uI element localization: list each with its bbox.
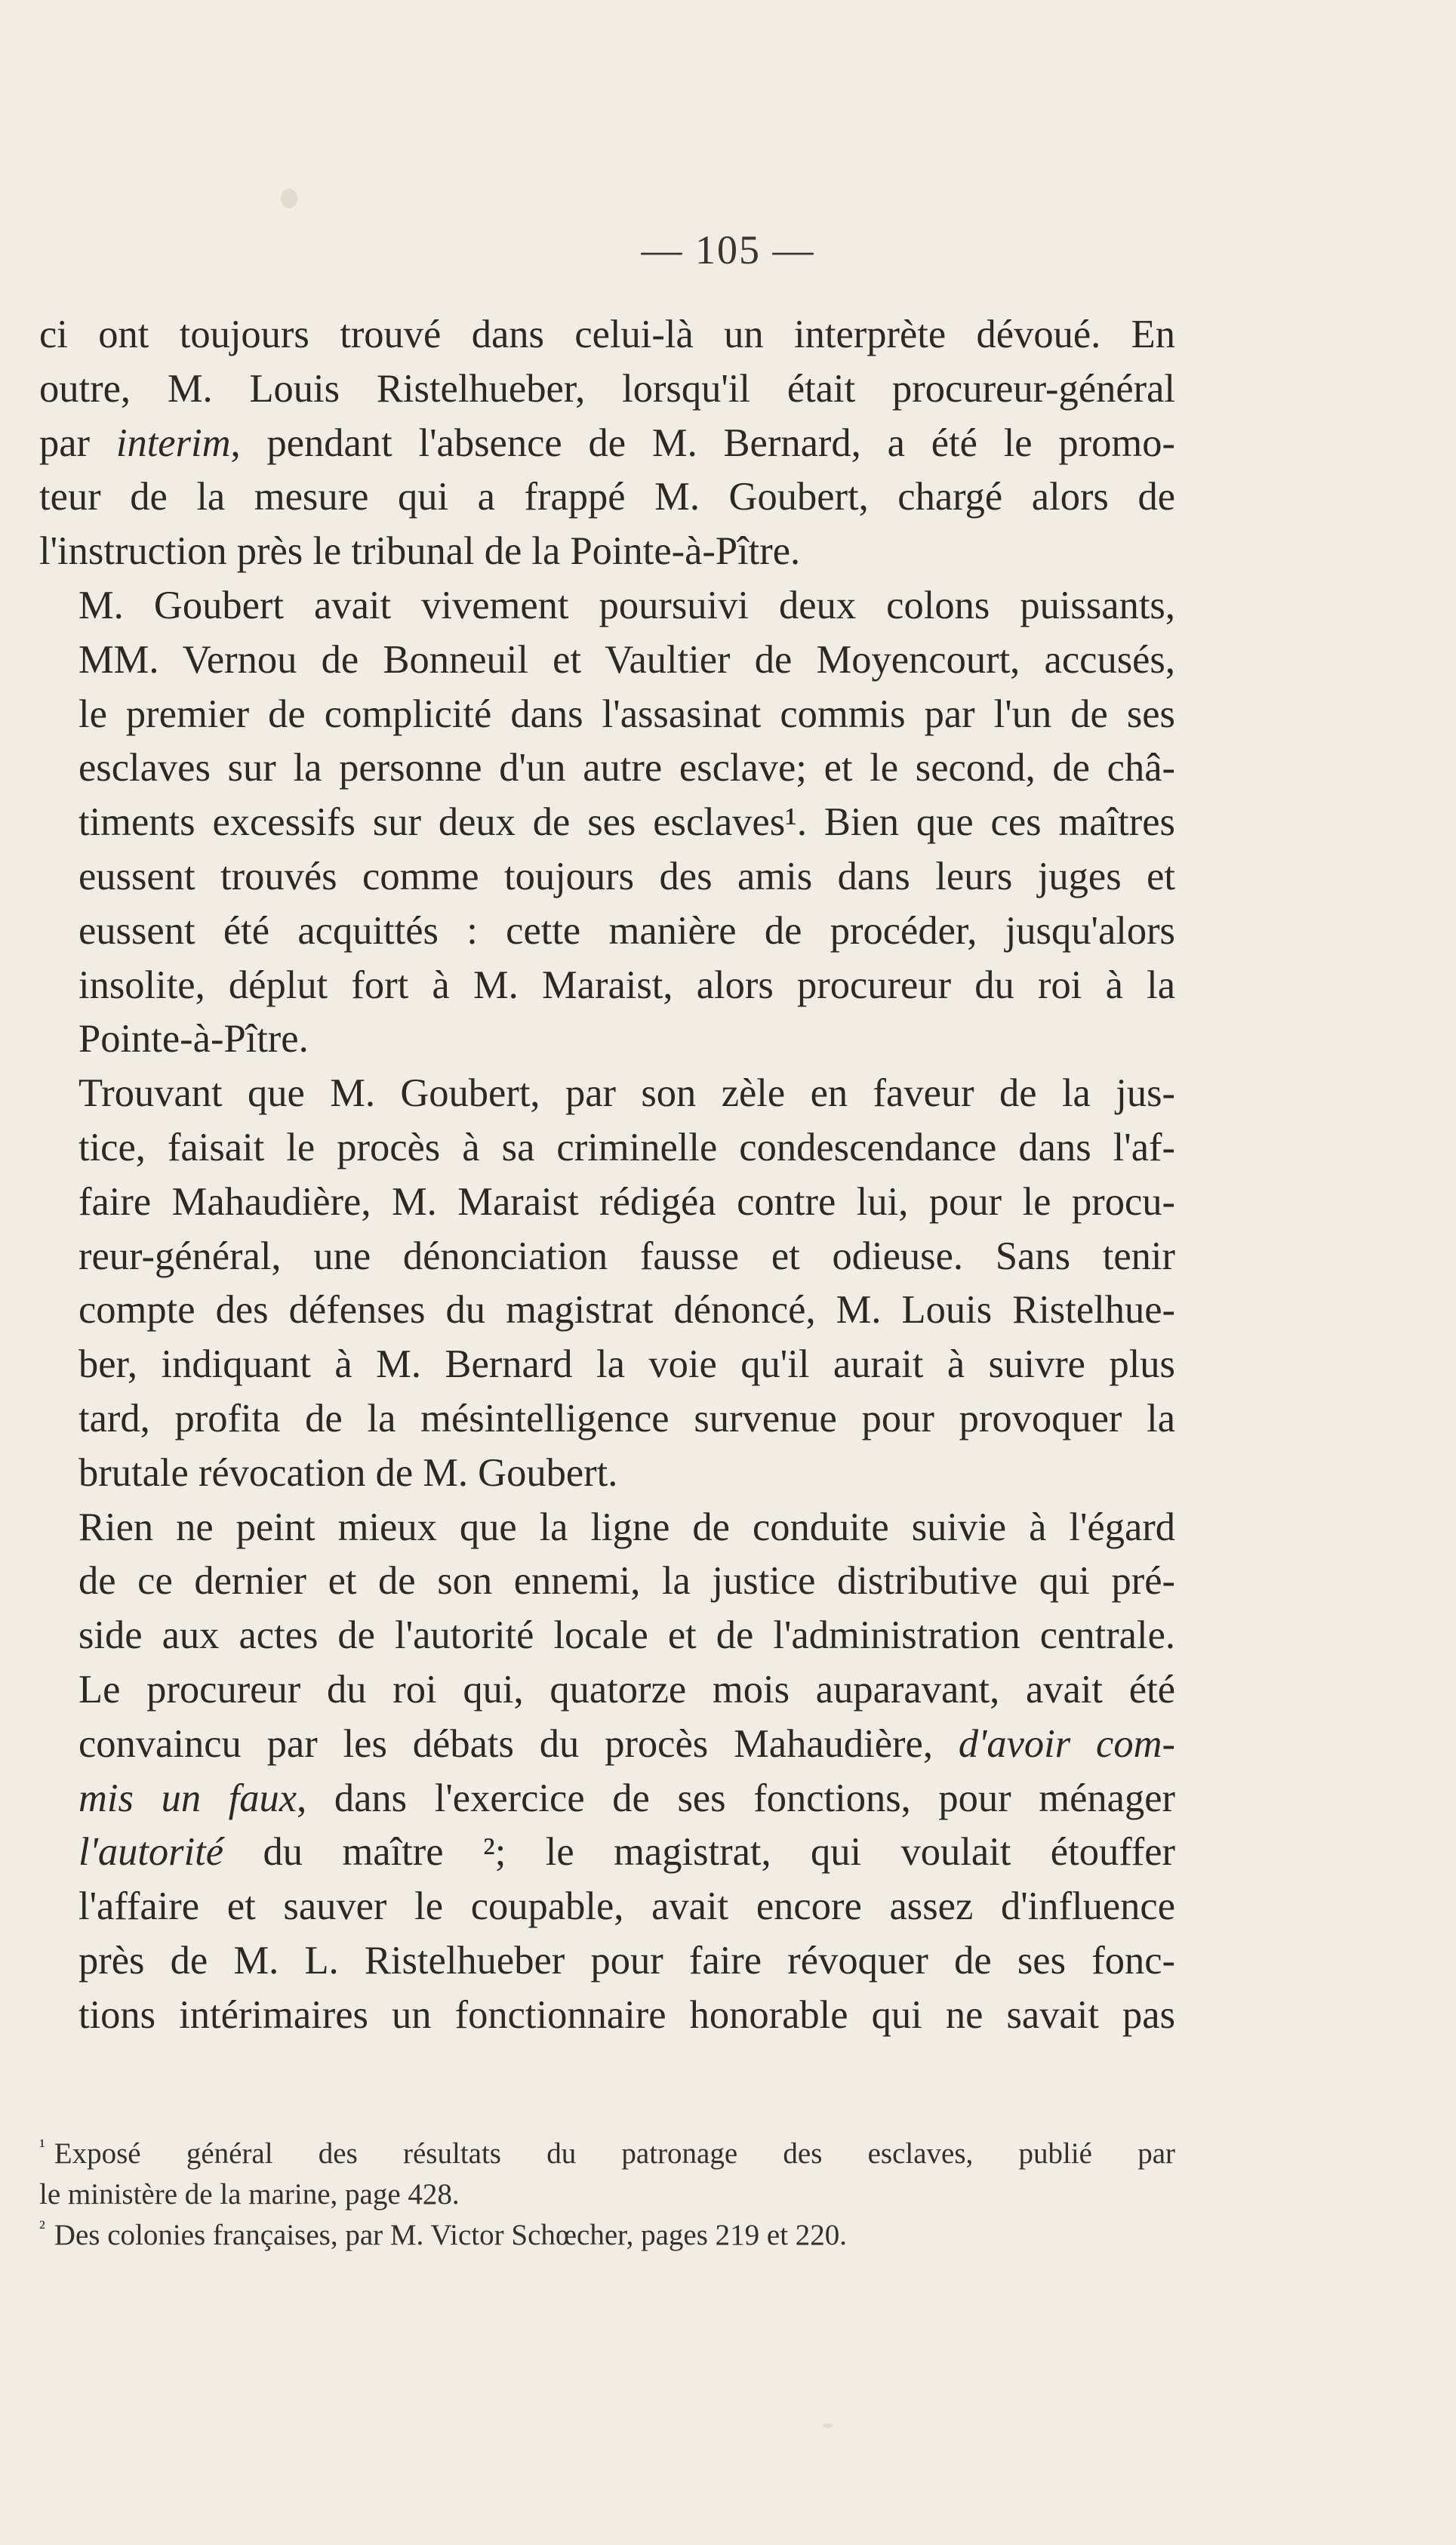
text-line: ci ont toujours trouvé dans celui-là un interprète dévoué. En [39, 313, 1175, 356]
text-line: près de M. L. Ristelhueber pour faire révoquer de ses fonc- [78, 1938, 1175, 1983]
text-line: compte des défenses du magistrat dénoncé, M. Louis Ristelhue- [78, 1288, 1175, 1333]
text-segment: par [39, 421, 116, 465]
text-segment: convaincu par les débats du procès Mahaudière, [78, 1721, 959, 1766]
text-line: l'instruction près le tribunal de la Pointe-à-Pître. [39, 529, 801, 574]
text-line: l'affaire et sauver le coupable, avait encore assez d'influence [78, 1884, 1175, 1929]
italic-text: interim [115, 421, 231, 465]
text-segment: timents excessifs sur deux de ses esclaves¹. Bien que ces maîtres [78, 800, 1175, 845]
text-segment: , dans l'exercice de ses fonctions, pour ménager [297, 1776, 1176, 1820]
text-line: ber, indiquant à M. Bernard la voie qu'il aurait à suivre plus [78, 1342, 1175, 1387]
text-line: MM. Vernou de Bonneuil et Vaultier de Moyencourt, accusés, [78, 637, 1175, 682]
text-line: reur-général, une dénonciation fausse et odieuse. Sans tenir [78, 1234, 1175, 1278]
text-line: tard, profita de la mésintelligence survenue pour provoquer la [78, 1396, 1175, 1440]
paper-speck [281, 189, 297, 208]
paragraph [39, 308, 1175, 579]
text-line: le premier de complicité dans l'assasinat commis par l'un de ses [78, 692, 1175, 736]
text-segment: , pendant l'absence de M. Bernard, a été le promo- [230, 421, 1175, 465]
text-line: M. Goubert avait vivement poursuivi deux colons puissants, [78, 583, 1175, 627]
text-line [39, 1772, 1175, 1826]
text-line [39, 796, 1175, 850]
text-line: tions intérimaires un fonctionnaire honorable qui ne savait pas [78, 1992, 1175, 2037]
text-line: faire Mahaudière, M. Maraist rédigéa contre lui, pour le procu- [78, 1179, 1175, 1224]
footnotes [39, 2134, 1175, 2256]
text-line: tice, faisait le procès à sa criminelle condescendance dans l'af- [78, 1125, 1175, 1169]
text-line: outre, M. Louis Ristelhueber, lorsqu'il était procureur-général [39, 366, 1175, 411]
text-line: Trouvant que M. Goubert, par son zèle en faveur de la jus- [78, 1071, 1175, 1116]
paragraph [39, 1067, 1175, 1500]
paragraph [39, 1501, 1175, 1663]
text-line: teur de la mesure qui a frappé M. Goubert, chargé alors de [39, 475, 1175, 519]
page-number: — 105 — [641, 227, 815, 273]
text-line [39, 1718, 1175, 1772]
footnote-1-continued: le ministère de la marine, page 428. [39, 2178, 460, 2211]
italic-text: l'autorité [78, 1830, 224, 1875]
text-line: brutale révocation de M. Goubert. [78, 1450, 618, 1495]
text-line: Pointe-à-Pître. [78, 1017, 309, 1061]
body-text [39, 308, 1175, 2043]
text-line [39, 417, 1175, 471]
text-line: esclaves sur la personne d'un autre esclave; et le second, de châ- [78, 746, 1175, 790]
text-line: de ce dernier et de son ennemi, la justice distributive qui pré- [78, 1559, 1175, 1604]
footnote-2: ² Des colonies françaises, par M. Victor Schœcher, pages 219 et 220. [39, 2217, 848, 2251]
paper-speck [823, 2423, 833, 2428]
text-line [39, 1826, 1175, 1880]
text-line: eussent trouvés comme toujours des amis dans leurs juges et [78, 854, 1175, 898]
footnote-1: ¹ Exposé général des résultats du patronage des esclaves, publié par [39, 2135, 1175, 2170]
text-line: eussent été acquittés : cette manière de procéder, jusqu'alors [78, 908, 1175, 953]
paragraph [39, 579, 1175, 1067]
footnote-text: Des colonies françaises, par M. Victor Schœcher, pages 219 et 220. [54, 2219, 848, 2251]
text-line: Rien ne peint mieux que la ligne de conduite suivie à l'égard [78, 1505, 1175, 1549]
footnote-text: Exposé général des résultats du patronage des esclaves, publié par [54, 2137, 1175, 2170]
paragraph [39, 1663, 1175, 2043]
text-line: side aux actes de l'autorité locale et de l'administration centrale. [78, 1613, 1175, 1658]
text-line: insolite, déplut fort à M. Maraist, alors procureur du roi à la [78, 963, 1175, 1007]
text-segment: du maître ²; le magistrat, qui voulait étouffer [223, 1830, 1175, 1875]
italic-text: mis un faux [78, 1776, 297, 1820]
text-line: Le procureur du roi qui, quatorze mois auparavant, avait été [78, 1667, 1175, 1712]
italic-text: d'avoir com- [958, 1721, 1175, 1766]
